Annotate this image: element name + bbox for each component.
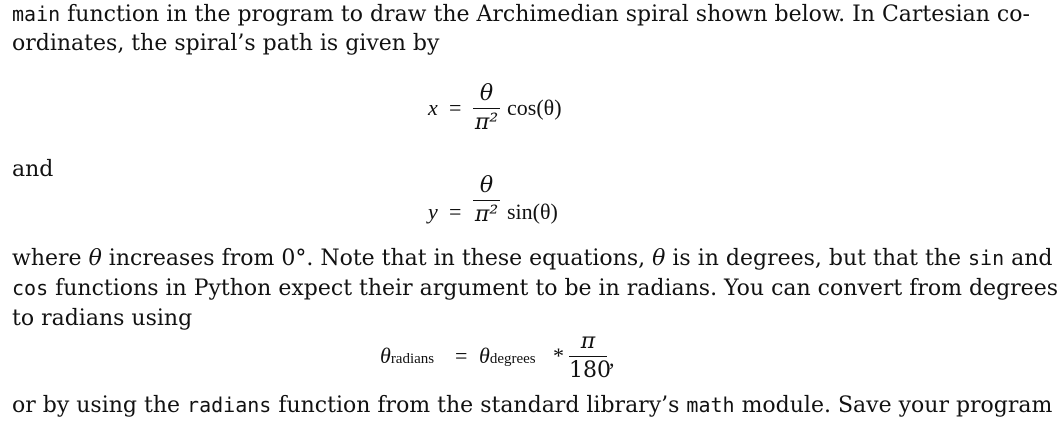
eq-x-numerator: θ — [479, 81, 494, 106]
paragraph-where-line1 — [12, 245, 1052, 272]
conv-times: * — [553, 343, 564, 368]
conv-equals: = — [455, 343, 468, 368]
paragraph-where-line3: to radians using — [12, 306, 193, 331]
eq-x-lhs: x — [428, 95, 438, 120]
eq-y-denominator: π² — [474, 202, 499, 227]
code-math: math — [686, 393, 735, 417]
where-text-c: is in degrees, but that the — [665, 246, 968, 271]
where-text-d: and — [1004, 246, 1053, 271]
theta-symbol: θ — [88, 246, 102, 271]
code-sin: sin — [967, 246, 1005, 270]
eq-x-function: cos(θ) — [507, 95, 562, 120]
fraction-bar — [473, 108, 500, 109]
theta-symbol: θ — [652, 246, 666, 271]
fraction-bar — [569, 356, 607, 357]
radians-text-c: module. Save your program — [734, 393, 1053, 418]
eq-x-fraction — [473, 82, 500, 135]
fraction-bar — [473, 200, 500, 201]
intro-text: function in the program to draw the Archimedian spiral shown below. In Cartesian co- — [60, 2, 1030, 27]
code-cos: cos — [12, 276, 49, 300]
conv-fraction — [569, 329, 611, 383]
eq-x-equals: = — [449, 95, 462, 120]
paragraph-where-line2 — [12, 275, 1058, 302]
paragraph-intro-line1 — [12, 1, 1030, 28]
conv-lhs — [380, 343, 434, 369]
conv-rhs-theta: θ — [479, 343, 490, 368]
code-radians: radians — [187, 393, 272, 417]
eq-x-denominator: π² — [474, 110, 499, 135]
conv-trailing-comma: , — [609, 346, 615, 371]
where-text-b: increases from 0°. Note that in these equations, — [101, 246, 653, 271]
and-text: and — [12, 157, 54, 182]
conv-lhs-subscript: radians — [390, 351, 435, 367]
where-text-e: functions in Python expect their argument to be in radians. You can convert from degrees — [48, 276, 1058, 301]
conv-lhs-theta: θ — [380, 343, 391, 368]
conv-rhs — [479, 343, 536, 369]
paragraph-radians — [12, 392, 1052, 419]
eq-y-lhs: y — [428, 199, 438, 224]
eq-y-equals: = — [449, 199, 462, 224]
conv-denominator: 180 — [569, 358, 611, 383]
eq-y-fraction — [473, 174, 500, 227]
conv-numerator: π — [580, 329, 596, 354]
eq-y-function: sin(θ) — [507, 199, 558, 224]
paragraph-intro-line2: ordinates, the spiral’s path is given by — [12, 31, 440, 56]
where-text-a: where — [12, 246, 89, 271]
code-main: main — [12, 2, 61, 26]
conv-rhs-subscript: degrees — [489, 351, 536, 367]
radians-text-b: function from the standard library’s — [271, 393, 687, 418]
radians-text-a: or by using the — [12, 393, 188, 418]
eq-y-numerator: θ — [479, 173, 494, 198]
